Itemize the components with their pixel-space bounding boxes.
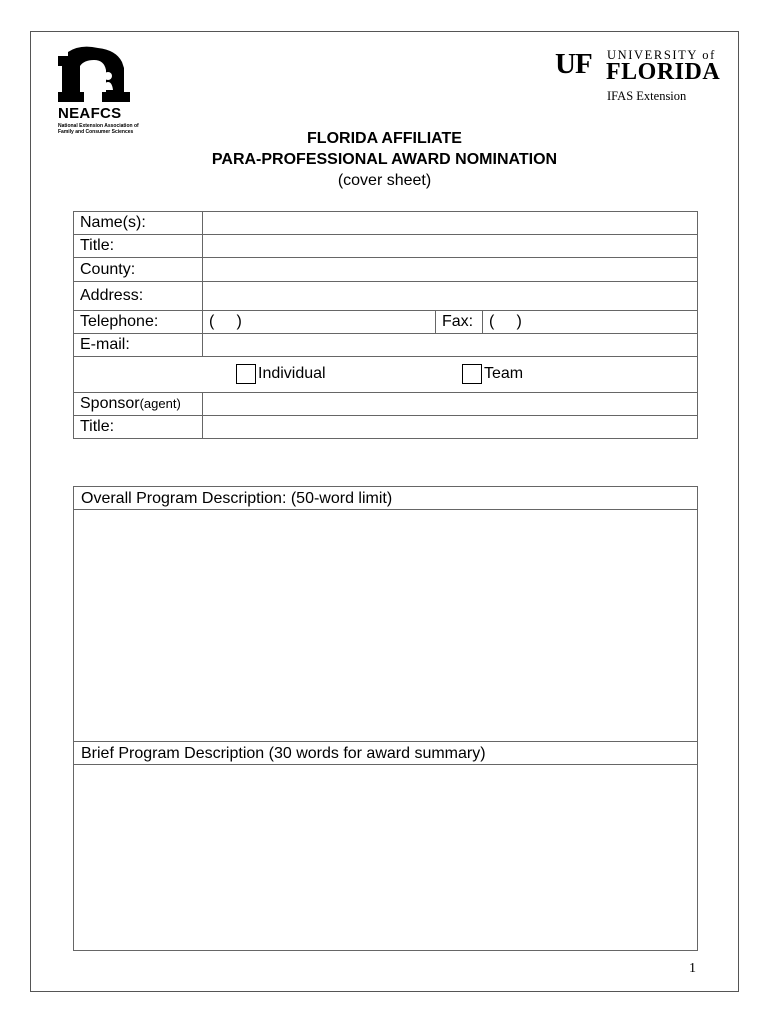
overall-description-field[interactable]: [74, 510, 697, 742]
fax-field[interactable]: ( ): [483, 311, 698, 334]
names-row: [74, 212, 698, 235]
address-label: Address:: [74, 282, 203, 311]
team-checkbox[interactable]: [462, 364, 482, 384]
email-row: [74, 334, 698, 357]
email-field[interactable]: [203, 334, 698, 357]
sponsor-title-label: Title:: [74, 416, 203, 439]
team-option[interactable]: [462, 364, 523, 384]
overall-description-label: Overall Program Description: (50-word limit): [74, 487, 697, 510]
individual-checkbox[interactable]: [236, 364, 256, 384]
neafcs-n-mark: [58, 46, 130, 104]
telephone-label: Telephone:: [74, 311, 203, 334]
uf-florida-text: FLORIDA: [606, 59, 721, 85]
sponsor-agent-note: (agent): [139, 396, 181, 411]
neafcs-name: NEAFCS: [58, 105, 122, 122]
form-heading: [31, 128, 738, 191]
telephone-field[interactable]: ( ): [203, 311, 436, 334]
telephone-row: [74, 311, 698, 334]
county-label: County:: [74, 258, 203, 282]
nomination-type-row: [74, 357, 698, 393]
neafcs-tagline: National Extension Association of Family and Consumer Sciences: [58, 123, 139, 135]
nomination-type-cell: [74, 357, 698, 393]
address-row: [74, 282, 698, 311]
email-label: E-mail:: [74, 334, 203, 357]
sponsor-title-row: [74, 416, 698, 439]
title-row: [74, 235, 698, 258]
uf-ifas-text: IFAS Extension: [607, 89, 687, 103]
sponsor-field[interactable]: [203, 393, 698, 416]
address-field[interactable]: [203, 282, 698, 311]
page-number: 1: [689, 961, 696, 976]
brief-description-box: [73, 741, 698, 951]
sponsor-label-cell: [74, 393, 203, 416]
uf-ifas-logo: [555, 47, 725, 107]
brief-description-label: Brief Program Description (30 words for award summary): [74, 742, 697, 765]
sponsor-label: Sponsor: [80, 395, 140, 412]
names-label: Name(s):: [74, 212, 203, 235]
names-field[interactable]: [203, 212, 698, 235]
form-page: [30, 31, 739, 992]
uf-letters: UF: [555, 48, 592, 80]
heading-line-2: PARA-PROFESSIONAL AWARD NOMINATION: [211, 151, 558, 168]
neafcs-logo: [58, 46, 148, 135]
fax-label: Fax:: [436, 311, 483, 334]
heading-line-1: FLORIDA AFFILIATE: [307, 130, 462, 147]
heading-line-3: (cover sheet): [337, 172, 432, 189]
nominee-info-table: [73, 211, 698, 439]
county-field[interactable]: [203, 258, 698, 282]
overall-description-box: [73, 486, 698, 742]
sponsor-row: [74, 393, 698, 416]
brief-description-field[interactable]: [74, 765, 697, 951]
uf-university-text: UNIVERSITY of: [607, 48, 716, 62]
team-label: Team: [484, 365, 524, 383]
individual-option[interactable]: [236, 364, 326, 384]
title-field[interactable]: [203, 235, 698, 258]
individual-label: Individual: [258, 365, 326, 383]
title-label: Title:: [74, 235, 203, 258]
county-row: [74, 258, 698, 282]
sponsor-title-field[interactable]: [203, 416, 698, 439]
